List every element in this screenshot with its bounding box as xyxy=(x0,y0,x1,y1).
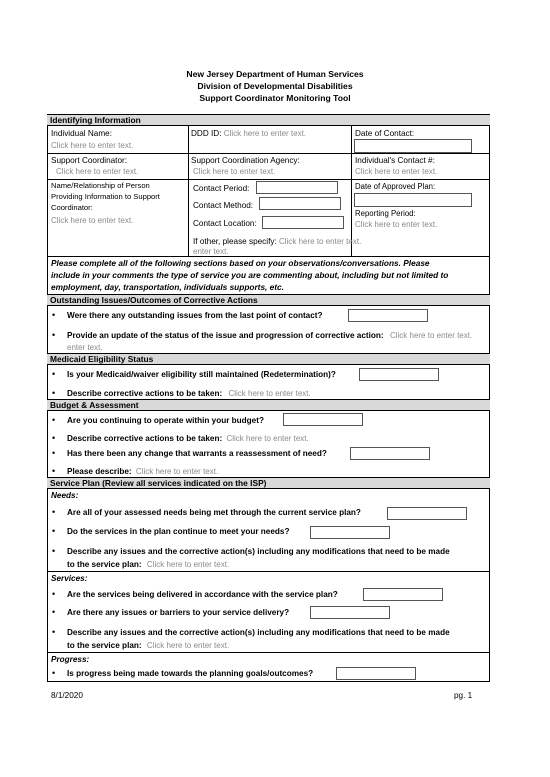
status-update-question: Provide an update of the status of the issue and progression of corrective action: xyxy=(67,331,384,340)
needs-issues-field[interactable]: Click here to enter text. xyxy=(146,560,230,569)
needs-met-field[interactable] xyxy=(387,507,467,520)
progress-question: Is progress being made towards the planning goals/outcomes? xyxy=(67,669,314,678)
status-update-row xyxy=(67,330,472,341)
budget-field[interactable] xyxy=(283,413,363,426)
outstanding-issues-question: Were there any outstanding issues from the last point of contact? xyxy=(67,311,323,320)
section-outstanding-issues: Outstanding Issues/Outcomes of Corrective Actions xyxy=(47,294,490,306)
progress-field[interactable] xyxy=(336,667,416,680)
section-budget-assessment: Budget & Assessment xyxy=(47,399,490,411)
ddd-id-row xyxy=(191,128,306,139)
column-divider xyxy=(188,126,189,256)
bullet-icon: • xyxy=(52,415,56,425)
reporting-period-field[interactable]: Click here to enter text. xyxy=(355,220,438,229)
contact-period-field[interactable] xyxy=(256,181,338,194)
services-label: Services: xyxy=(51,574,88,583)
instructions-line-1: Please complete all of the following sections based on your observations/conversations. Please xyxy=(51,258,430,268)
please-describe-label: Please describe: xyxy=(67,467,132,476)
services-meet-needs-field[interactable] xyxy=(310,526,390,539)
contact-number-label: Individual's Contact #: xyxy=(355,156,435,165)
progress-label: Progress: xyxy=(51,655,90,664)
bullet-icon: • xyxy=(52,546,56,556)
needs-issues-question-1: Describe any issues and the corrective action(s) including any modifications that need to be made xyxy=(67,547,450,556)
contact-method-label: Contact Method: xyxy=(193,201,254,210)
instructions-line-2: include in your comments the type of service you are commenting about, including but not limited to xyxy=(51,270,449,280)
reassessment-field[interactable] xyxy=(350,447,430,460)
contact-location-field[interactable] xyxy=(262,216,344,229)
bullet-icon: • xyxy=(52,507,56,517)
ddd-id-label: DDD ID: xyxy=(191,129,222,138)
bullet-icon: • xyxy=(52,433,56,443)
individual-name-field[interactable]: Click here to enter text. xyxy=(51,141,134,150)
medicaid-corrective-row xyxy=(67,388,311,399)
if-other-field-wrap: enter text. xyxy=(193,247,229,256)
section-identifying-information: Identifying Information xyxy=(47,114,490,126)
row-divider xyxy=(47,256,490,257)
date-of-contact-label: Date of Contact: xyxy=(355,129,415,138)
row-divider xyxy=(47,179,490,180)
bullet-icon: • xyxy=(52,388,56,398)
footer-date: 8/1/2020 xyxy=(51,691,83,700)
medicaid-corrective-field[interactable]: Click here to enter text. xyxy=(228,389,311,398)
services-issues-question-1: Describe any issues and the corrective action(s) including any modifications that need to be made xyxy=(67,628,450,637)
date-approved-plan-label: Date of Approved Plan: xyxy=(355,182,436,191)
agency-label: Support Coordination Agency: xyxy=(191,156,300,165)
bullet-icon: • xyxy=(52,589,56,599)
bullet-icon: • xyxy=(52,466,56,476)
services-delivered-question: Are the services being delivered in accordance with the service plan? xyxy=(67,590,338,599)
budget-question: Are you continuing to operate within your budget? xyxy=(67,416,264,425)
budget-corrective-question: Describe corrective actions to be taken: xyxy=(67,434,223,443)
budget-corrective-field[interactable]: Click here to enter text. xyxy=(226,434,309,443)
status-update-field-wrap: enter text. xyxy=(67,343,103,352)
bullet-icon: • xyxy=(52,607,56,617)
row-divider xyxy=(47,652,490,653)
services-delivered-field[interactable] xyxy=(363,588,443,601)
bullet-icon: • xyxy=(52,448,56,458)
bullet-icon: • xyxy=(52,330,56,340)
row-divider xyxy=(47,571,490,572)
section-service-plan: Service Plan (Review all services indicated on the ISP) xyxy=(47,477,490,489)
name-relationship-field[interactable]: Click here to enter text. xyxy=(51,216,134,225)
budget-corrective-row xyxy=(67,433,309,444)
needs-label: Needs: xyxy=(51,491,79,500)
individual-name-label: Individual Name: xyxy=(51,129,112,138)
outstanding-issues-field[interactable] xyxy=(348,309,428,322)
reporting-period-label: Reporting Period: xyxy=(355,209,416,218)
bullet-icon: • xyxy=(52,668,56,678)
bullet-icon: • xyxy=(52,627,56,637)
medicaid-corrective-question: Describe corrective actions to be taken: xyxy=(67,389,223,398)
section-medicaid-eligibility: Medicaid Eligibility Status xyxy=(47,353,490,365)
support-coordinator-field[interactable]: Click here to enter text. xyxy=(56,167,139,176)
if-other-label: If other, please specify: xyxy=(193,237,277,246)
please-describe-row xyxy=(67,466,218,477)
reassessment-question: Has there been any change that warrants a reassessment of need? xyxy=(67,449,327,458)
services-issues-question-2: to the service plan: xyxy=(67,641,142,650)
name-relationship-label-3: Coordinator: xyxy=(51,203,93,212)
needs-issues-question-2: to the service plan: xyxy=(67,560,142,569)
bullet-icon: • xyxy=(52,526,56,536)
services-issues-row xyxy=(67,640,229,651)
contact-location-label: Contact Location: xyxy=(193,219,257,228)
ddd-id-field[interactable]: Click here to enter text. xyxy=(223,129,307,138)
name-relationship-label-1: Name/Relationship of Person xyxy=(51,181,150,190)
name-relationship-label-2: Providing Information to Support xyxy=(51,192,160,201)
needs-met-question: Are all of your assessed needs being met through the current service plan? xyxy=(67,508,361,517)
document-subtitle-division: Division of Developmental Disabilities xyxy=(197,81,353,91)
services-meet-needs-question: Do the services in the plan continue to meet your needs? xyxy=(67,527,290,536)
contact-period-label: Contact Period: xyxy=(193,184,250,193)
support-coordinator-label: Support Coordinator: xyxy=(51,156,128,165)
services-issues-field[interactable]: Click here to enter text. xyxy=(146,641,230,650)
footer-page-number: pg. 1 xyxy=(454,691,473,700)
medicaid-eligibility-question: Is your Medicaid/waiver eligibility still maintained (Redetermination)? xyxy=(67,370,336,379)
row-divider xyxy=(47,153,490,154)
instructions-line-3: employment, day, transportation, individuals supports, etc. xyxy=(51,282,284,292)
agency-field[interactable]: Click here to enter text. xyxy=(193,167,276,176)
bullet-icon: • xyxy=(52,369,56,379)
contact-method-field[interactable] xyxy=(259,197,341,210)
please-describe-field[interactable]: Click here to enter text. xyxy=(135,467,219,476)
document-subtitle-tool: Support Coordinator Monitoring Tool xyxy=(199,93,351,103)
needs-issues-row xyxy=(67,559,229,570)
contact-number-field[interactable]: Click here to enter text. xyxy=(355,167,438,176)
if-other-field[interactable]: Click here to enter text. xyxy=(279,237,362,246)
service-barriers-field[interactable] xyxy=(310,606,390,619)
bullet-icon: • xyxy=(52,310,56,320)
date-approved-plan-field[interactable] xyxy=(354,193,472,207)
medicaid-eligibility-field[interactable] xyxy=(359,368,439,381)
service-barriers-question: Are there any issues or barriers to your service delivery? xyxy=(67,608,290,617)
date-of-contact-field[interactable] xyxy=(354,139,472,153)
document-title: New Jersey Department of Human Services xyxy=(186,69,364,79)
status-update-field[interactable]: Click here to enter text. xyxy=(389,331,473,340)
